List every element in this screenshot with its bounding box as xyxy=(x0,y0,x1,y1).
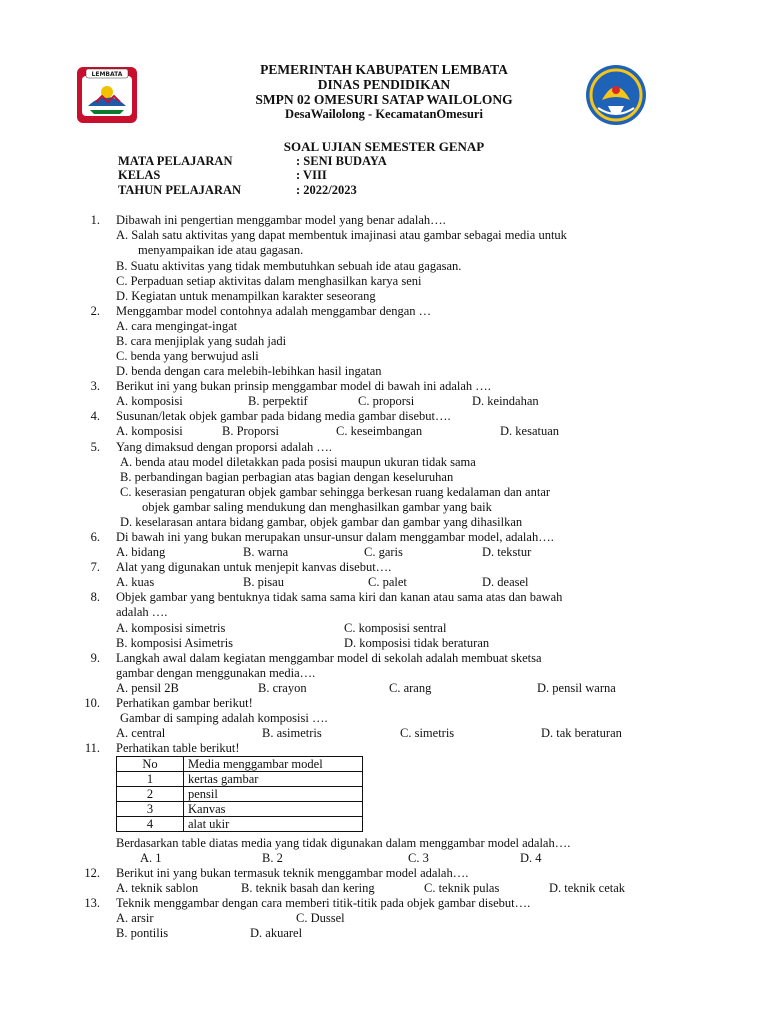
question-number: 9. xyxy=(90,651,100,665)
table-cell: 2 xyxy=(117,787,184,802)
header-school: SMPN 02 OMESURI SATAP WAILOLONG xyxy=(255,92,513,107)
table-cell: pensil xyxy=(184,787,363,802)
media-table xyxy=(116,756,363,832)
question-text: Di bawah ini yang bukan merupakan unsur-unsur dalam menggambar model, adalah…. xyxy=(116,530,554,544)
logo-lettering: LEMBATA xyxy=(91,71,123,78)
question-text: Teknik menggambar dengan cara memberi titik-titik pada objek gambar disebut…. xyxy=(116,896,531,910)
answer-option: B. warna xyxy=(243,545,289,559)
table-row xyxy=(117,802,363,817)
answer-option: B. asimetris xyxy=(262,726,322,740)
answer-option: C. arang xyxy=(389,681,432,695)
question-text: Objek gambar yang bentuknya tidak sama sama kiri dan kanan atau sama atas dan bawah xyxy=(116,590,563,604)
answer-option: A. pensil 2B xyxy=(116,681,179,695)
answer-option: A. komposisi simetris xyxy=(116,621,226,635)
year-value: : 2022/2023 xyxy=(296,183,357,197)
table-cell: alat ukir xyxy=(184,817,363,832)
question-number: 7. xyxy=(90,560,100,574)
question-text: Dibawah ini pengertian menggambar model yang benar adalah…. xyxy=(116,213,446,227)
answer-option: D. akuarel xyxy=(250,926,303,940)
header-government: PEMERINTAH KABUPATEN LEMBATA xyxy=(260,62,508,77)
question-text: Alat yang digunakan untuk menjepit kanvas disebut…. xyxy=(116,560,392,574)
question-text-continued: adalah …. xyxy=(116,605,168,619)
table-row xyxy=(117,787,363,802)
subject-value: : SENI BUDAYA xyxy=(296,154,387,168)
answer-option: C. simetris xyxy=(400,726,455,740)
header-department: DINAS PENDIDIKAN xyxy=(317,77,451,92)
answer-option: D. tekstur xyxy=(482,545,532,559)
table-header-cell: No xyxy=(117,757,184,772)
table-row xyxy=(117,817,363,832)
answer-option: A. central xyxy=(116,726,166,740)
answer-option: A. arsir xyxy=(116,911,154,925)
exam-title: SOAL UJIAN SEMESTER GENAP xyxy=(283,139,485,154)
answer-option-continued: objek gambar saling mendukung dan menghasilkan gambar yang baik xyxy=(142,500,492,514)
answer-option-continued: menyampaikan ide atau gagasan. xyxy=(138,243,304,257)
answer-option: A. komposisi xyxy=(116,394,183,408)
answer-option: C. proporsi xyxy=(358,394,415,408)
answer-option: A. bidang xyxy=(116,545,166,559)
answer-option: C. keseimbangan xyxy=(336,424,423,438)
answer-option: A. benda atau model diletakkan pada posisi maupun ukuran tidak sama xyxy=(120,455,476,469)
question-text: Perhatikan table berikut! xyxy=(116,741,240,755)
answer-option: B. Suatu aktivitas yang tidak membutuhkan sebuah ide atau gagasan. xyxy=(116,259,462,273)
table-cell: 4 xyxy=(117,817,184,832)
answer-option: A. 1 xyxy=(140,851,162,865)
answer-option: D. tak beraturan xyxy=(541,726,622,740)
question-number: 10. xyxy=(84,696,100,710)
question-number: 1. xyxy=(90,213,100,227)
answer-option: C. 3 xyxy=(408,851,429,865)
question-number: 13. xyxy=(84,896,100,910)
question-text-continued: Gambar di samping adalah komposisi …. xyxy=(120,711,328,725)
class-value: : VIII xyxy=(296,168,327,182)
answer-option: A. Salah satu aktivitas yang dapat membentuk imajinasi atau gambar sebagai media untuk xyxy=(116,228,567,242)
answer-option: B. pontilis xyxy=(116,926,169,940)
header-address: DesaWailolong - KecamatanOmesuri xyxy=(285,107,483,121)
table-cell: kertas gambar xyxy=(184,772,363,787)
answer-option: B. crayon xyxy=(258,681,307,695)
answer-option: C. komposisi sentral xyxy=(344,621,447,635)
question-text: Langkah awal dalam kegiatan menggambar model di sekolah adalah membuat sketsa xyxy=(116,651,542,665)
table-header-cell: Media menggambar model xyxy=(184,757,363,772)
answer-option: B. perpektif xyxy=(248,394,308,408)
table-row xyxy=(117,772,363,787)
table-cell: 3 xyxy=(117,802,184,817)
question-number: 12. xyxy=(84,866,100,880)
answer-option: A. teknik sablon xyxy=(116,881,199,895)
answer-option: C. teknik pulas xyxy=(424,881,500,895)
answer-option: B. pisau xyxy=(243,575,284,589)
table-cell: Kanvas xyxy=(184,802,363,817)
answer-option: D. benda dengan cara melebih-lebihkan hasil ingatan xyxy=(116,364,382,378)
answer-option: D. pensil warna xyxy=(537,681,616,695)
answer-option: C. Dussel xyxy=(296,911,345,925)
question-number: 2. xyxy=(90,304,100,318)
answer-option: D. 4 xyxy=(520,851,542,865)
answer-option: B. 2 xyxy=(262,851,283,865)
question-text: Menggambar model contohnya adalah menggambar dengan … xyxy=(116,304,432,318)
answer-option: D. kesatuan xyxy=(500,424,560,438)
answer-option: C. garis xyxy=(364,545,403,559)
subject-label: MATA PELAJARAN xyxy=(118,154,233,168)
question-number: 4. xyxy=(90,409,100,423)
year-label: TAHUN PELAJARAN xyxy=(118,183,242,197)
question-text: Yang dimaksud dengan proporsi adalah …. xyxy=(116,440,333,454)
answer-option: C. benda yang berwujud asli xyxy=(116,349,259,363)
question-number: 5. xyxy=(90,440,100,454)
answer-option: A. komposisi xyxy=(116,424,183,438)
table-header-row xyxy=(117,757,363,772)
answer-option: C. Perpaduan setiap aktivitas dalam menghasilkan karya seni xyxy=(116,274,422,288)
question-text: Perhatikan gambar berikut! xyxy=(116,696,253,710)
answer-option: C. palet xyxy=(368,575,407,589)
answer-option: B. komposisi Asimetris xyxy=(116,636,234,650)
question-number: 3. xyxy=(90,379,100,393)
table-cell: 1 xyxy=(117,772,184,787)
answer-option: B. teknik basah dan kering xyxy=(241,881,375,895)
answer-option: B. cara menjiplak yang sudah jadi xyxy=(116,334,287,348)
answer-option: D. keselarasan antara bidang gambar, objek gambar dan gambar yang dihasilkan xyxy=(120,515,523,529)
question-number: 6. xyxy=(90,530,100,544)
question-text: Berikut ini yang bukan termasuk teknik menggambar model adalah…. xyxy=(116,866,469,880)
question-text: Susunan/letak objek gambar pada bidang media gambar disebut…. xyxy=(116,409,451,423)
question-number: 11. xyxy=(84,741,100,755)
answer-option: B. perbandingan bagian perbagian atas bagian dengan keseluruhan xyxy=(120,470,454,484)
answer-option: A. kuas xyxy=(116,575,155,589)
answer-option: D. Kegiatan untuk menampilkan karakter seseorang xyxy=(116,289,376,303)
question-text: Berikut ini yang bukan prinsip menggambar model di bawah ini adalah …. xyxy=(116,379,491,393)
answer-option: D. teknik cetak xyxy=(549,881,626,895)
question-number: 8. xyxy=(90,590,100,604)
question-text-continued: gambar dengan menggunakan media…. xyxy=(116,666,316,680)
answer-option: A. cara mengingat-ingat xyxy=(116,319,238,333)
class-label: KELAS xyxy=(118,168,161,182)
question-text-continued: Berdasarkan table diatas media yang tidak digunakan dalam menggambar model adalah…. xyxy=(116,836,571,850)
answer-option: C. keserasian pengaturan objek gambar sehingga berkesan ruang kedalaman dan antar xyxy=(120,485,551,499)
answer-option: D. komposisi tidak beraturan xyxy=(344,636,490,650)
answer-option: D. deasel xyxy=(482,575,529,589)
answer-option: B. Proporsi xyxy=(222,424,279,438)
answer-option: D. keindahan xyxy=(472,394,539,408)
